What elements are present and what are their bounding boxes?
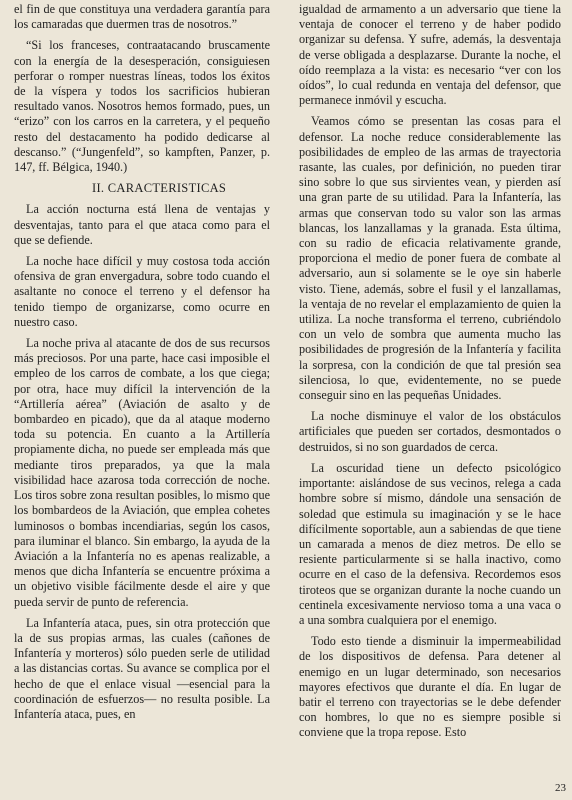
page-number: 23 <box>555 781 566 794</box>
paragraph: igualdad de armamento a un adversario que tiene la ventaja de conocer el terreno y de haber podido organizar su defensa. Y sufre, además, la desventaja de verse obligada a desplazarse. Durante la noche, el oído reemplaza a la vista: es necesario “ver con los oídos”, lo cual redunda en ventaja del defensor, que permanece inmóvil y escucha. <box>299 2 561 108</box>
paragraph: Todo esto tiende a disminuir la impermeabilidad de los dispositivos de defensa. Para detener al enemigo en un lugar determinado, son necesarios mayores efectivos que durante el día. En lugar de batir el terreno con trayectorias se le debe defender con hombres, lo que no es siempre posible si conviene que la tropa repose. Esto <box>299 634 561 740</box>
left-column <box>14 2 270 728</box>
paragraph: La noche priva al atacante de dos de sus recursos más preciosos. Por una parte, hace casi imposible el empleo de los carros de combate, a los que ciega; por otra, hace muy difícil la intervención de la “Artillería aérea” (Aviación de asalto y de bombardeo en picado), que da al ataque moderno toda su potencia. En cuanto a la Artillería propiamente dicha, no puede ser empleada más que mediante tiros preparados, ya que la mala visibilidad hace azarosa toda corrección de noche. Los tiros sobre zona resultan posibles, lo mismo que los bombardeos de la Aviación, que emplea cohetes luminosos o bombas incendiarias, según los casos, para iluminar el blanco. Sin embargo, la ayuda de la Aviación a la Infantería no es apenas realizable, a menos que dicha Infantería se encuentre próxima a un objetivo visible fácilmente desde el aire y que pueda servir de punto de referencia. <box>14 336 270 609</box>
paragraph: La noche disminuye el valor de los obstáculos artificiales que pueden ser cortados, desmontados o destruidos, si no son guardados de cerca. <box>299 409 561 454</box>
paragraph: La oscuridad tiene un defecto psicológico importante: aislándose de sus vecinos, relega a cada hombre sobre sí mismo, dándole una sensación de soledad que estimula su imaginación y se le hace difícilmente soportable, aun a sabiendas de que tiene un camarada a menos de diez metros. De ello se resiente particularmente si se halla inactivo, como ocurre en el caso de la defensiva. Recordemos esos tiroteos que se organizan durante la noche cuando un centinela excesivamente nervioso toma a una vaca o a una sombra cualquiera por el enemigo. <box>299 460 561 627</box>
section-heading: II. CARACTERISTICAS <box>92 181 227 196</box>
paragraph: La Infantería ataca, pues, sin otra protección que la de sus propias armas, las cuales (cañones de Infantería y morteros) sólo pueden serle de utilidad a las distancias cortas. Su avance se complica por el hecho de que el enlace visual —esencial para la coordinación de esfuerzos— no resulta posible. La Infantería ataca, pues, en <box>14 615 270 721</box>
paragraph: Veamos cómo se presentan las cosas para el defensor. La noche reduce considerablemente las posibilidades de empleo de las armas de trayectoria rasante, las cuales, por definición, no pueden tirar sino sobre lo que sus sirvientes vean, y pierden así una gran parte de su utilidad. Para la Infantería, las armas que conservan todo su valor son las armas blancas, los lanzallamas y la granada. Esta última, con su radio de eficacia relativamente grande, proporciona el medio de poner fuera de combate al adversario, aun si solamente se le oye sin haberle visto. Tiene, además, sobre el fusil y el lanzallamas, la ventaja de no revelar el emplazamiento de quien la utiliza. La noche transforma el terreno, cubriéndolo con un velo de sombra que aumenta mucho las posibilidades de progresión de la Infantería y facilita la sorpresa, con la condición de que tal presión sea silenciosa, lo que, evidentemente, no se puede conseguir sino en las pequeñas Unidades. <box>299 114 561 403</box>
paragraph: La acción nocturna está llena de ventajas y desventajas, tanto para el que ataca como para el que se defiende. <box>14 202 270 247</box>
paragraph: “Si los franceses, contraatacando bruscamente con la energía de la desesperación, consiguiesen perforar o romper nuestras líneas, todos los éxitos de la víspera y todos los sacrificios hubieran resultado vanos. Nosotros hemos formado, pues, un “erizo” con los carros en la carretera, y el pequeño resto del destacamento ha podido dedicarse al descanso.” (“Jungenfeld”, so kampften, Panzer, p. 147, ff. Bélgica, 1940.) <box>14 38 270 175</box>
right-column <box>299 2 561 747</box>
paragraph: La noche hace difícil y muy costosa toda acción ofensiva de gran envergadura, sobre todo cuando el asaltante no conoce el terreno y el defensor ha tenido tiempo de organizarse, como ocurre en nuestro caso. <box>14 254 270 329</box>
paragraph: el fin de que constituya una verdadera garantía para los camaradas que duermen tras de nosotros.” <box>14 2 270 32</box>
